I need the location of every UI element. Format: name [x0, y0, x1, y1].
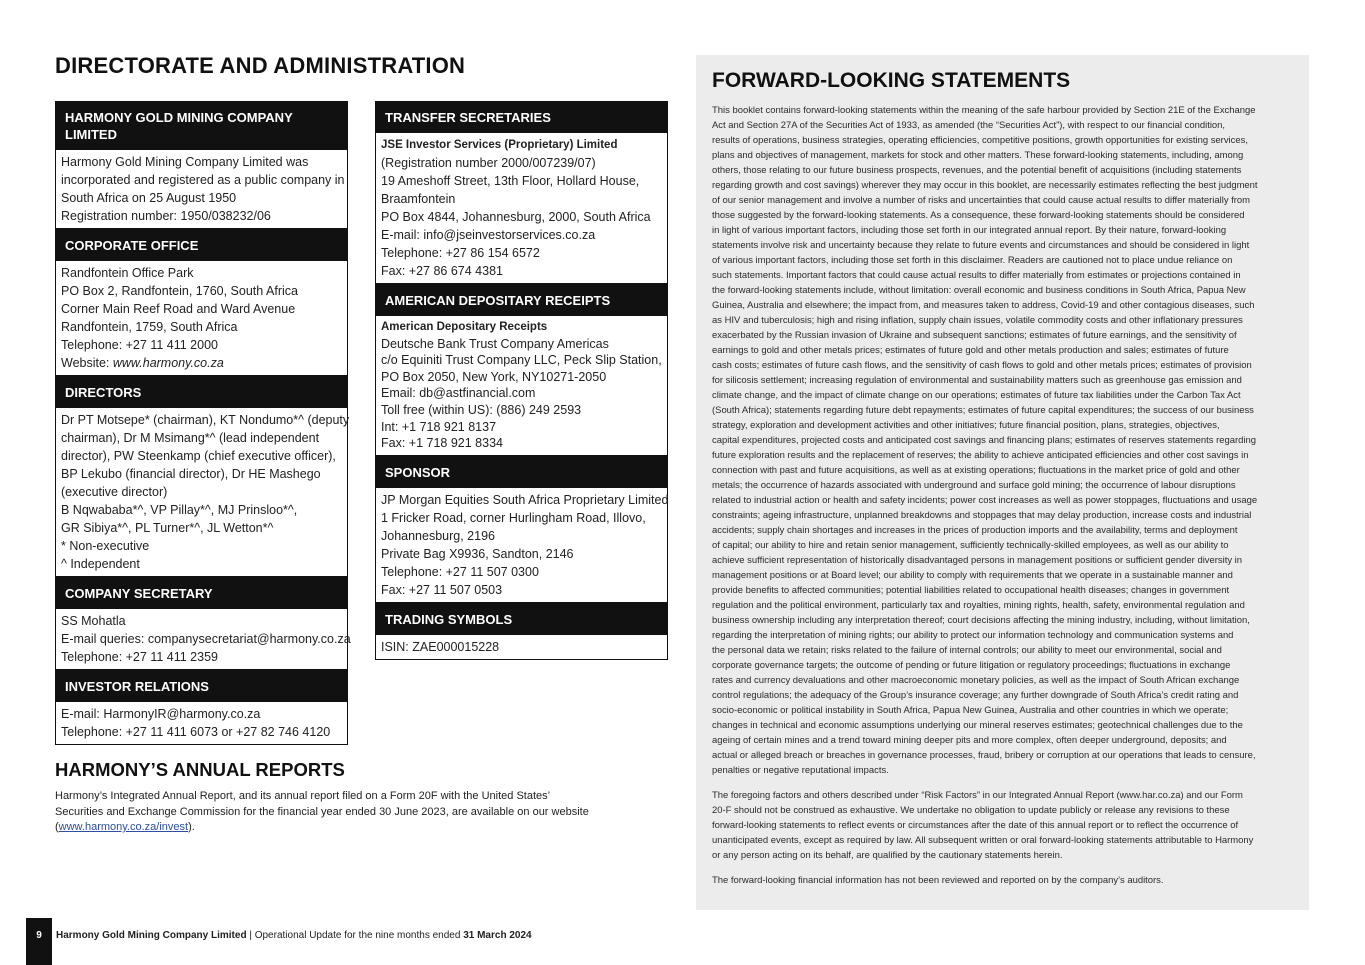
section-line: * Non-executive	[61, 539, 150, 553]
section-heading-line: AMERICAN DEPOSITARY RECEIPTS	[385, 293, 611, 308]
section-heading-line: LIMITED	[65, 127, 117, 142]
annual-reports-line: Securities and Exchange Commission for the financial year ended 30 June 2023, are available on our website	[55, 805, 589, 818]
paragraph-line: This booklet contains forward-looking statements within the meaning of the safe harbour provided by Section 21E of the Exchange	[712, 105, 1256, 116]
section-line: Harmony Gold Mining Company Limited was	[61, 155, 309, 169]
section-line: E-mail: info@jseinvestorservices.co.za	[381, 228, 596, 242]
section-heading-line: INVESTOR RELATIONS	[65, 679, 209, 694]
section-body	[375, 635, 668, 660]
footer-company: Harmony Gold Mining Company Limited	[56, 930, 247, 941]
paragraph-line: as HIV and tuberculosis; high and rising inflation, supply chain issues, volatile commodity costs and other inflationary pressures	[712, 315, 1243, 326]
section-heading-line: TRANSFER SECRETARIES	[385, 110, 551, 125]
section-line: Fax: +27 86 674 4381	[381, 264, 503, 278]
paragraph-line: constraints; ageing infrastructure, unplanned breakdowns and stoppages that may delay production, increase costs and industrial	[712, 510, 1252, 521]
paragraph-line: corporate governance targets; the outcome of pending or future litigation or regulatory proceedings; fluctuations in exchange	[712, 660, 1231, 671]
paragraph-line: or any person acting on its behalf, are qualified by the cautionary statements herein.	[712, 850, 1063, 861]
section-heading	[55, 376, 348, 408]
section-heading	[55, 229, 348, 261]
paragraph-gap	[712, 778, 1302, 788]
section-line: director), PW Steenkamp (chief executive officer),	[61, 449, 336, 463]
section-heading	[55, 670, 348, 702]
section-heading-line: SPONSOR	[385, 464, 451, 480]
section-heading	[375, 284, 668, 316]
section-line: (Registration number 2000/007239/07)	[381, 156, 596, 170]
section-line: 19 Ameshoff Street, 13th Floor, Hollard House,	[381, 174, 640, 188]
paragraph-line: regulation and the political environment, particularly tax and royalties, mining rights, health, safety, environmental regulation and	[712, 600, 1245, 611]
paragraph-line: business ownership including any interpretation thereof; court decisions affecting the mining industry, including, without limitation,	[712, 615, 1250, 626]
paragraph-line: actual or alleged breach or breaches in governance processes, fraud, bribery or corruption at our operations that leads to censure,	[712, 750, 1256, 761]
section-line: E-mail queries: companysecretariat@harmony.co.za	[61, 632, 351, 646]
annual-reports-line: Harmony’s Integrated Annual Report, and its annual report filed on a Form 20F with the United States’	[55, 790, 551, 802]
paragraph-line: regarding growth and cost savings) wherever they may occur in this booklet, are necessarily estimates reflecting the best judgment	[712, 180, 1258, 191]
section-line: ISIN: ZAE000015228	[381, 639, 500, 654]
forward-looking-paragraph	[712, 788, 1302, 863]
section-line: Int: +1 718 921 8137	[381, 419, 497, 434]
paragraph-line: for silicosis settlement; increasing regulation of environmental and sustainability matters such as greenhouse gas emission and	[712, 375, 1242, 386]
paragraph-line: capital expenditures, projected costs and anticipated cost savings and financing plans; estimates of reserves statements regarding	[712, 435, 1257, 446]
section-line: Dr PT Motsepe* (chairman), KT Nondumo*^ (deputy	[61, 413, 350, 427]
paragraph-line: forward-looking statements to reflect events or circumstances after the date of this annual report or to reflect the occurrence of	[712, 820, 1239, 831]
annual-reports-link-line: (www.harmony.co.za/invest).	[55, 821, 195, 833]
section-body	[55, 702, 348, 745]
section-body	[55, 408, 348, 577]
paragraph-line: others, those relating to our future business prospects, revenues, and the potential benefit of acquisitions (including statements	[712, 165, 1242, 176]
paragraph-line: ageing of certain mines and a trend toward mining deeper pits and more complex, often deeper underground, deposits; and	[712, 735, 1227, 746]
paragraph-line: earnings to gold and other metals prices; estimates of future gold and other metals production and sales; estimates of future	[712, 345, 1229, 356]
section-line: PO Box 4844, Johannesburg, 2000, South Africa	[381, 210, 651, 224]
forward-looking-body	[712, 103, 1302, 888]
section-line: SS Mohatla	[61, 614, 126, 628]
paragraph-line: exacerbated by the Russian invasion of Ukraine and subsequent sanctions; estimates of future earnings, and the sensitivity of	[712, 330, 1237, 341]
paragraph-line: socio-economic or political instability in South Africa, Papua New Guinea, Australia and other countries in which we operate;	[712, 705, 1229, 716]
section-line: Braamfontein	[381, 192, 456, 206]
paragraph-line: management positions or at Board level; our ability to comply with requirements that we operate in a sustainable manner and	[712, 570, 1233, 581]
section-line: PO Box 2, Randfontein, 1760, South Africa	[61, 284, 298, 298]
section-body	[375, 133, 668, 284]
paragraph-line: results of operations, business strategies, operating efficiencies, competitive positions, growth opportunities for existing services,	[712, 135, 1248, 146]
section-line: E-mail: HarmonyIR@harmony.co.za	[61, 707, 261, 721]
footer-description: Operational Update for the nine months ended	[254, 930, 464, 941]
paragraph-line: statements involve risk and uncertainty because they relate to future events and circumstances and should be considered in light	[712, 240, 1250, 251]
section-line: (executive director)	[61, 485, 168, 499]
section-line: Telephone: +27 11 411 2000	[61, 338, 218, 352]
paragraph-line: control regulations; the adequacy of the Group’s insurance coverage; any further downgrade of South Africa’s credit rating and	[712, 690, 1239, 701]
section-line: PO Box 2050, New York, NY10271-2050	[381, 369, 607, 384]
section-line: Telephone: +27 11 411 6073 or +27 82 746 4120	[61, 725, 331, 739]
footer-text	[56, 930, 532, 941]
paragraph-line: in light of various important factors, including those set forth in our integrated annual report. By their nature, forward-looking	[712, 225, 1227, 236]
section-line: chairman), Dr M Msimang*^ (lead independent	[61, 431, 320, 445]
paragraph-line: rates and currency devaluations and other macroeconomic monetary policies, as well as the impact of South African exchange	[712, 675, 1240, 686]
section-heading-line: HARMONY GOLD MINING COMPANY	[65, 110, 293, 125]
section-line: Randfontein, 1759, South Africa	[61, 320, 238, 334]
section-heading-line: DIRECTORS	[65, 385, 142, 400]
page-number: 9	[36, 930, 42, 941]
paragraph-line: provide benefits to affected communities; potential liabilities related to occupational health diseases; changes in government	[712, 585, 1230, 596]
paragraph-line: future exploration results and the replacement of reserves; the ability to achieve anticipated efficiencies and other cost savings in	[712, 450, 1249, 461]
paragraph-line: of our senior management and involve a number of risks and uncertainties that could cause actual results to differ materially from	[712, 195, 1251, 206]
paragraph-line: the personal data we retain; risks related to the failure of internal controls; our ability to meet our environmental, social and	[712, 645, 1222, 656]
section-heading	[55, 101, 348, 150]
paragraph-line: The foregoing factors and others described under “Risk Factors” in our Integrated Annual Report (www.har.co.za) and our Form	[712, 790, 1243, 801]
section-body	[55, 609, 351, 670]
section-line: BP Lekubo (financial director), Dr HE Mashego	[61, 467, 321, 481]
website-link[interactable]: www.harmony.co.za	[112, 356, 224, 370]
section-line: Johannesburg, 2196	[381, 528, 495, 543]
paragraph-line: those suggested by the forward-looking statements. As a consequence, these forward-looking statements should be considered	[712, 210, 1245, 221]
section-line: Website: www.harmony.co.za	[61, 356, 224, 370]
section-line: Toll free (within US): (886) 249 2593	[381, 402, 582, 417]
paragraph-gap	[712, 863, 1302, 873]
annual-reports-title: HARMONY’S ANNUAL REPORTS	[55, 759, 345, 780]
page-title: DIRECTORATE AND ADMINISTRATION	[55, 53, 466, 78]
section-line: ^ Independent	[61, 557, 140, 571]
footer-separator: |	[246, 930, 255, 941]
section-line: Randfontein Office Park	[61, 266, 194, 280]
forward-looking-panel	[696, 55, 1309, 910]
section-line: Telephone: +27 11 507 0300	[381, 564, 539, 579]
paragraph-line: regarding the interpretation of mining rights; our ability to protect our information technology and communication systems and	[712, 630, 1234, 641]
footer-page-tab	[26, 918, 52, 965]
annual-reports-text	[55, 789, 615, 836]
paragraph-line: The forward-looking financial information has not been reviewed and reported on by the company’s auditors.	[712, 875, 1164, 886]
section-heading-line: COMPANY SECRETARY	[65, 586, 213, 601]
paragraph-line: Act and Section 27A of the Securities Act of 1933, as amended (the “Securities Act”), with respect to our financial condition,	[712, 120, 1226, 131]
section-line: Registration number: 1950/038232/06	[61, 209, 271, 223]
section-line: B Nqwababa*^, VP Pillay*^, MJ Prinsloo*^,	[61, 503, 298, 517]
section-line: Private Bag X9936, Sandton, 2146	[381, 546, 574, 561]
section-heading-line: CORPORATE OFFICE	[65, 238, 199, 253]
footer-date: 31 March 2024	[463, 930, 532, 941]
paragraph-line: the forward-looking statements include, without limitation: overall economic and business conditions in South Africa, Papua New	[712, 285, 1246, 296]
annual-reports-link[interactable]: www.harmony.co.za/invest	[58, 821, 189, 833]
paragraph-line: achieve sufficient representation of historically disadvantaged persons in management positions or sufficient gender diversity in	[712, 555, 1243, 566]
paragraph-line: climate change, and the impact of climate change on our operations; estimates of future tax liabilities under the Carbon Tax Act	[712, 390, 1241, 401]
paragraph-line: penalties or negative reputational impacts.	[712, 765, 889, 776]
section-line: GR Sibiya*^, PL Turner*^, JL Wetton*^	[61, 521, 274, 535]
section-body	[55, 150, 348, 229]
paragraph-line: metals; the occurrence of hazards associated with underground and surface gold mining; the occurrence of labour disruptions	[712, 480, 1236, 491]
paragraph-line: of various important factors, including those set forth in this disclaimer. Readers are cautioned not to place undue reliance on	[712, 255, 1233, 266]
paragraph-line: connection with past and future acquisitions, as well as at existing operations; fluctuations in the market price of gold and other	[712, 465, 1240, 476]
forward-looking-paragraph	[712, 103, 1302, 778]
section-body	[375, 316, 668, 456]
paragraph-line: (South Africa); statements regarding future debt repayments; estimates of future capital expenditures; the success of our business	[712, 405, 1254, 416]
section-line: incorporated and registered as a public company in	[61, 173, 345, 187]
paragraph-line: plans and objectives of management, markets for stock and other matters. These forward-looking statements, including, among	[712, 150, 1244, 161]
section-body	[375, 488, 668, 603]
section-line: Telephone: +27 11 411 2359	[61, 650, 218, 664]
section-line: JSE Investor Services (Proprietary) Limited	[381, 139, 618, 151]
section-line: Telephone: +27 86 154 6572	[381, 246, 540, 260]
paragraph-line: 20-F should not be construed as exhaustive. We undertake no obligation to update publicly or release any revisions to these	[712, 805, 1230, 816]
forward-looking-title: FORWARD-LOOKING STATEMENTS	[712, 69, 1071, 92]
section-line: American Depositary Receipts	[381, 321, 548, 333]
section-line: Deutsche Bank Trust Company Americas	[381, 336, 609, 351]
paragraph-line: changes in technical and economic assumptions underlying our mineral reserves estimates; geotechnical challenges due to the	[712, 720, 1243, 731]
section-body	[55, 261, 348, 376]
paragraph-line: unanticipated events, except as required by law. All subsequent written or oral forward-looking statements attributable to Harmony	[712, 835, 1254, 846]
forward-looking-paragraph	[712, 873, 1302, 888]
section-heading-line: TRADING SYMBOLS	[385, 611, 513, 627]
section-line: c/o Equiniti Trust Company LLC, Peck Slip Station,	[381, 353, 662, 368]
paragraph-line: such statements. Important factors that could cause actual results to differ materially from estimates or projections contained in	[712, 270, 1241, 281]
section-line: Email: db@astfinancial.com	[381, 386, 536, 401]
paragraph-line: strategy, exploration and development activities and other initiatives; future financial position, plans, strategies, objectives,	[712, 420, 1220, 431]
section-heading	[375, 603, 668, 635]
section-heading	[375, 101, 668, 133]
section-line: Fax: +1 718 921 8334	[381, 436, 503, 451]
paragraph-line: cash costs; estimates of future cash flows, and the sensitivity of cash flows to gold and other metals prices; estimates of provision	[712, 360, 1252, 371]
paragraph-line: accidents; supply chain shortages and increases in the prices of production imports and the availability, terms and deployment	[712, 525, 1238, 536]
paragraph-line: Guinea, Australia and elsewhere; the impact from, and measures taken to address, Covid-19 and other contagious diseases, such	[712, 300, 1255, 311]
section-line: JP Morgan Equities South Africa Proprietary Limited	[381, 492, 669, 507]
section-line: Fax: +27 11 507 0503	[381, 582, 503, 597]
section-line: Corner Main Reef Road and Ward Avenue	[61, 302, 296, 316]
section-heading	[55, 577, 348, 609]
paragraph-line: of capital; our ability to hire and retain senior management, sufficiently technically-skilled employees, as well as our ability to	[712, 540, 1229, 551]
paragraph-line: related to industrial action or health and safety incidents; power cost increases as well as power stoppages, fluctuations and usage	[712, 495, 1258, 506]
section-line: South Africa on 25 August 1950	[61, 191, 237, 205]
left-column	[55, 101, 351, 745]
right-column	[375, 101, 668, 660]
section-line: 1 Fricker Road, corner Hurlingham Road, Illovo,	[381, 510, 646, 525]
section-heading	[375, 456, 668, 488]
